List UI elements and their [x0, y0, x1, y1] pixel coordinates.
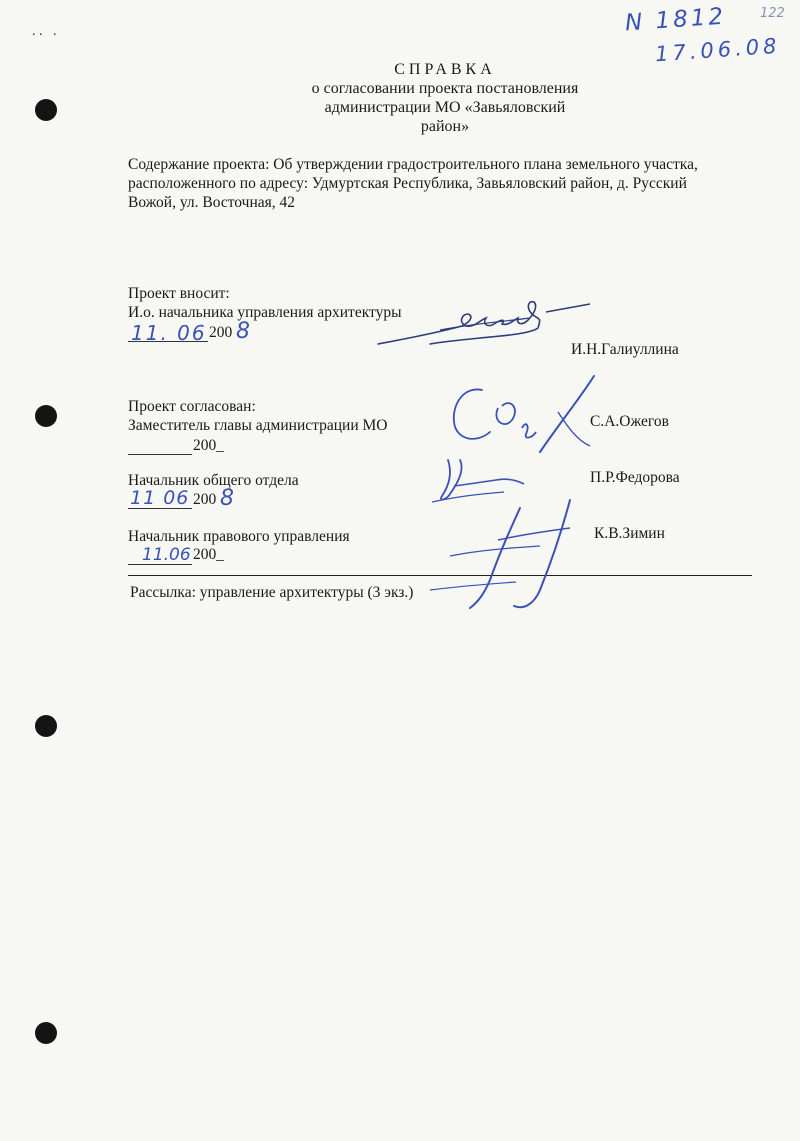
approver-1-position: Заместитель главы администрации МО [128, 417, 388, 434]
corner-number: 122 [760, 6, 785, 21]
approver-2-date-hand: 11 06 [130, 487, 190, 509]
approver-1-year: 200_ [193, 437, 224, 454]
scan-specks: . . . [32, 24, 57, 39]
approver-2-name: П.Р.Федорова [590, 469, 680, 486]
title-subtitle-2: администрации МО «Завьяловский район» [324, 99, 566, 135]
approver-3-name: К.В.Зимин [594, 525, 665, 542]
approver-2-position: Начальник общего отдела [128, 472, 299, 489]
approver-3-position: Начальник правового управления [128, 528, 350, 545]
punch-hole [35, 1022, 57, 1044]
submitter-year: 200 [209, 324, 233, 341]
content-line-1: Содержание проекта: Об утверждении градостроительного плана земельного участка, [128, 156, 698, 173]
content-line-3: Вожой, ул. Восточная, 42 [128, 194, 295, 211]
approver-1-signature [440, 368, 610, 458]
punch-hole [35, 99, 57, 121]
title-subtitle-1: о согласовании проекта постановления [311, 80, 579, 97]
submitter-signature [370, 292, 600, 352]
approver-2-year-hand: 8 [220, 486, 234, 511]
approver-2-year: 200 [193, 491, 217, 508]
approver-1-name: С.А.Ожегов [590, 413, 669, 430]
document-title [300, 60, 590, 136]
submitter-position: И.о. начальника управления архитектуры [128, 304, 402, 321]
registration-number: N 1812 [624, 3, 727, 37]
approver-3-year: 200_ [193, 546, 224, 563]
punch-hole [35, 405, 57, 427]
submitter-name: И.Н.Галиуллина [571, 341, 679, 358]
approved-heading: Проект согласован: [128, 398, 256, 415]
submitter-date-hand: 11. 06 [131, 321, 207, 345]
submitter-year-hand: 8 [236, 319, 250, 344]
distribution-note: Рассылка: управление архитектуры (3 экз.) [130, 584, 414, 601]
approver-3-signature [420, 490, 600, 620]
approver-3-date-hand: 11.06 [142, 545, 191, 565]
registration-date: 17.06.08 [654, 33, 782, 67]
date-blank [128, 454, 192, 455]
title-main: СПРАВКА [394, 61, 496, 78]
submitter-heading: Проект вносит: [128, 285, 230, 302]
punch-hole [35, 715, 57, 737]
content-line-2: расположенного по адресу: Удмуртская Республика, Завьяловский район, д. Русский [128, 175, 687, 192]
